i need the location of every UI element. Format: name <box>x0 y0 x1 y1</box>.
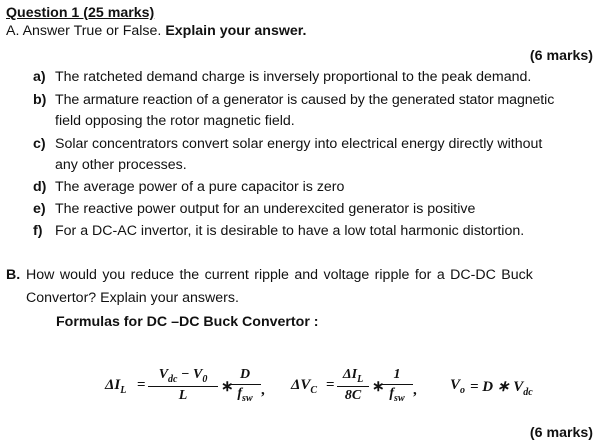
f1-numerator-1: $V_{dc} - V_0$ <box>158 367 208 385</box>
item-f-letter: f) <box>33 223 43 239</box>
f2-fraction-2 <box>381 367 413 404</box>
part-b-question-line2: Convertor? Explain your answers. <box>26 290 239 306</box>
part-a-instruction-bold: Explain your answer. <box>165 23 307 39</box>
f2-numerator-1: $\Delta I_L$ <box>342 367 364 385</box>
f1-fraction-2 <box>229 367 261 404</box>
item-d-text: The average power of a pure capacitor is zero <box>55 179 345 195</box>
item-a-text: The ratcheted demand charge is inversely proportional to the peak demand. <box>55 69 532 85</box>
part-b-marks: (6 marks) <box>529 425 593 441</box>
part-a-label: A. <box>6 23 20 39</box>
f1-fraction-1 <box>148 367 218 404</box>
formulas-heading: Formulas for DC –DC Buck Convertor : <box>56 314 319 330</box>
item-b-text-line1: The armature reaction of a generator is caused by the generated stator magnetic <box>55 92 555 108</box>
f2-times: ∗ <box>372 379 385 395</box>
f3-rhs: = D ∗ $V_{dc}$ <box>470 379 533 398</box>
item-e-text: The reactive power output for an underexcited generator is positive <box>55 201 476 217</box>
f1-denominator-1: L <box>148 386 218 404</box>
f2-lhs: $\Delta V_C$ <box>291 377 318 396</box>
item-c-text-line1: Solar concentrators convert solar energy into electrical energy directly without <box>55 136 543 152</box>
item-b-letter: b) <box>33 92 47 108</box>
f1-comma: , <box>261 382 265 398</box>
f3-lhs: $V_o$ <box>450 377 466 396</box>
item-f-text: For a DC-AC invertor, it is desirable to have a low total harmonic distortion. <box>55 223 525 239</box>
f1-equals: = <box>137 377 146 393</box>
f2-comma: , <box>413 382 417 398</box>
f2-numerator-2: 1 <box>393 367 401 382</box>
part-a-line <box>6 22 306 40</box>
part-a-marks: (6 marks) <box>529 48 593 64</box>
f2-denominator-1: 8C <box>337 386 369 404</box>
f1-numerator-2: D <box>239 367 251 382</box>
f2-denominator-2: $f_{sw}$ <box>381 384 413 404</box>
f1-times: ∗ <box>221 379 234 395</box>
item-e-letter: e) <box>33 201 46 217</box>
item-a-letter: a) <box>33 69 46 85</box>
f1-denominator-2: $f_{sw}$ <box>229 384 261 404</box>
part-b-question-line1: How would you reduce the current ripple and voltage ripple for a DC-DC Buck <box>26 267 533 283</box>
item-d-letter: d) <box>33 179 47 195</box>
item-c-text-line2: any other processes. <box>55 157 187 173</box>
question-title: Question 1 (25 marks) <box>6 5 155 21</box>
part-a-instruction: Answer True or False. <box>22 23 162 39</box>
part-b-label: B. <box>6 267 21 283</box>
f2-fraction-1 <box>337 367 369 404</box>
item-c-letter: c) <box>33 136 46 152</box>
f1-lhs: $\Delta I_L$ <box>105 377 127 396</box>
f2-equals: = <box>326 377 335 393</box>
item-b-text-line2: field opposing the rotor magnetic field. <box>55 113 295 129</box>
